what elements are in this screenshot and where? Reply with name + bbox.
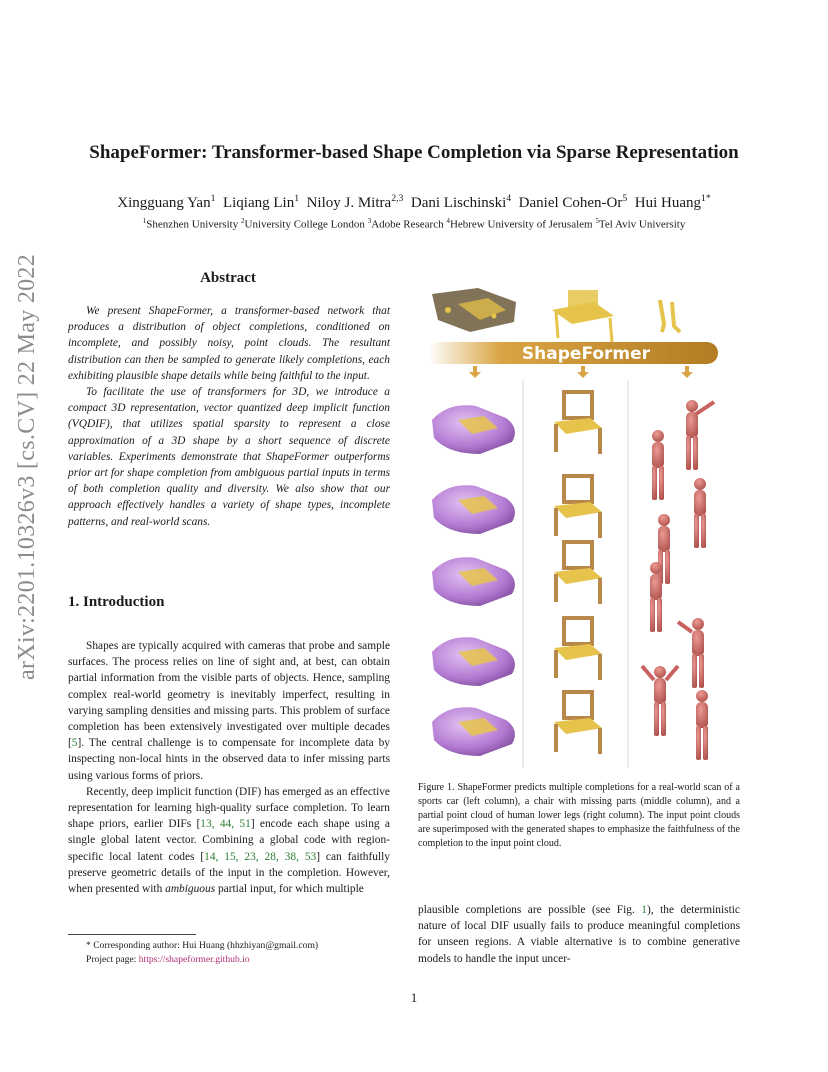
author-affil-mark: 1 (210, 193, 216, 204)
text-run: plausible completions are possible (see Fig. (418, 904, 642, 916)
affil-mark: 3 (367, 217, 372, 225)
abstract-body (68, 303, 390, 530)
car-completion (432, 557, 515, 606)
human-completion (694, 478, 706, 548)
car-completion (432, 485, 515, 534)
author: Hui Huang (634, 195, 701, 211)
author: Niloy J. Mitra (306, 195, 392, 211)
affil-mark: 2 (240, 217, 245, 225)
text-run: partial input, for which multiple (215, 883, 364, 896)
chair-completion (554, 692, 602, 754)
intro-paragraph (68, 784, 390, 897)
intro-paragraph (68, 638, 390, 784)
affil-mark: 4 (446, 217, 450, 225)
right-column-text (418, 902, 740, 967)
affiliation: Shenzhen University (146, 218, 239, 231)
citation-link[interactable]: 5 (71, 737, 78, 750)
chair-completion (554, 542, 602, 604)
author-affil-mark: 5 (622, 193, 628, 204)
human-completion (652, 430, 664, 500)
car-completion (432, 637, 515, 686)
input-car-scan (432, 288, 516, 332)
affiliation: Hebrew University of Jerusalem (449, 218, 593, 231)
project-label: Project page: (86, 954, 139, 965)
introduction-body (68, 638, 390, 897)
car-completions (432, 405, 515, 756)
emphasis: ambiguous (165, 883, 216, 896)
affiliation: Adobe Research (371, 218, 444, 231)
text-run: ), the deterministic nature of local DIF usually fails to produce meaningful completions for unseen regions. A viable alternative is to combine generative models to handle the input uncer- (418, 904, 740, 965)
abstract-heading: Abstract (200, 270, 256, 286)
author-affil-mark: 1* (701, 193, 711, 204)
footnote (68, 939, 398, 967)
author-affil-mark: 4 (506, 193, 512, 204)
chair-completion (554, 476, 602, 538)
footnote-divider (68, 934, 196, 935)
human-completion (642, 666, 678, 736)
author: Dani Lischinski (410, 195, 507, 211)
author-affil-mark: 1 (294, 193, 300, 204)
affiliation: University College London (244, 218, 365, 231)
affiliation-list (0, 217, 828, 231)
car-completion (432, 405, 515, 454)
abstract-paragraph: We present ShapeFormer, a transformer-based network that produces a distribution of object completions, conditioned on incomplete, and possibly noisy, point clouds. The resultant distribution can then be sampled to generate likely completions, each exhibiting plausible shape details while being faithful to the input. (68, 305, 390, 382)
human-completion (696, 690, 708, 760)
human-completions (642, 400, 714, 760)
abstract-paragraph: To facilitate the use of transformers for 3D, we introduce a compact 3D representation, vector quantized deep implicit function (VQDIF), that utilizes spatial sparsity to represent a close approximation of a 3D shape by a short sequence of discrete variables. Experiments demonstrate that ShapeFormer outperforms prior art for shape completion from ambiguous partial inputs in terms of both completion quality and diversity. We also show that our approach effectively handles a variety of shape types, incomplete patterns, and real-world scans. (68, 386, 390, 528)
input-chair-points (552, 290, 614, 342)
text-run: ]. The central challenge is to compensate for incomplete data by inspecting non-local hints in the observed data to infer missing parts using various forms of priors. (68, 737, 390, 782)
chair-completions (554, 392, 602, 754)
human-completion (686, 400, 714, 470)
author: Liqiang Lin (222, 195, 295, 211)
citation-link[interactable]: 13, 44, 51 (200, 818, 251, 831)
chair-completion (554, 618, 602, 680)
author-affil-mark: 2,3 (391, 193, 404, 204)
figure-1 (418, 280, 742, 768)
text-run: ] can faithfully preserve geometric details of the input in the completion. However, when presented with (68, 850, 390, 896)
human-completion (658, 514, 670, 584)
project-page-note (68, 953, 398, 967)
author: Daniel Cohen-Or (518, 195, 623, 211)
car-completion (432, 707, 515, 756)
page-number: 1 (410, 990, 418, 1005)
chair-completion (554, 392, 602, 454)
input-human-legs (660, 300, 680, 332)
project-page-link[interactable]: https://shapeformer.github.io (138, 954, 250, 965)
banner-label: ShapeFormer (521, 344, 651, 364)
corresponding-author-note: * Corresponding author: Hui Huang (hhzhiyan@gmail.com) (86, 940, 319, 951)
section-heading-introduction: 1. Introduction (68, 594, 165, 610)
affiliation: Tel Aviv University (598, 218, 686, 231)
text-run: ] encode each shape using a single global latent vector. Combining a global code with region-specific local latent codes [ (68, 818, 390, 863)
paper-title: ShapeFormer: Transformer-based Shape Completion via Sparse Representation (89, 142, 739, 163)
affil-mark: 1 (142, 217, 147, 225)
arxiv-identifier: arXiv:2201.10326v3 [cs.CV] 22 May 2022 (14, 253, 40, 680)
figure-1-illustration (418, 280, 742, 768)
text-run: Shapes are typically acquired with cameras that probe and sample surfaces. The process relies on line of sight and, at best, can obtain partial information from the visible parts of objects. Hence, sampling complex real-world geometry is inevitably imperfect, resulting in varying sampling densities and missing parts. This problem of surface completion has been extensively investigated over multiple decades [ (68, 640, 390, 750)
affil-mark: 5 (595, 217, 599, 225)
author: Xingguang Yan (117, 195, 211, 211)
figure-1-caption: Figure 1. ShapeFormer predicts multiple completions for a real-world scan of a sports car (left column), a chair with missing parts (middle column), and a partial point cloud of human lower legs (right column). The input point clouds are superimposed with the generated shapes to emphasize the faithfulness of the completion to the input point cloud. (418, 782, 740, 849)
human-completion (678, 618, 704, 688)
citation-link[interactable]: 14, 15, 23, 28, 38, 53 (204, 850, 317, 863)
text-run: Recently, deep implicit function (DIF) has emerged as an effective representation for learning high-quality surface completion. To learn shape priors, earlier DIFs [ (68, 785, 390, 831)
shapeformer-banner (428, 342, 718, 378)
figure-reference-link[interactable]: 1 (641, 904, 647, 916)
author-list (0, 193, 828, 212)
